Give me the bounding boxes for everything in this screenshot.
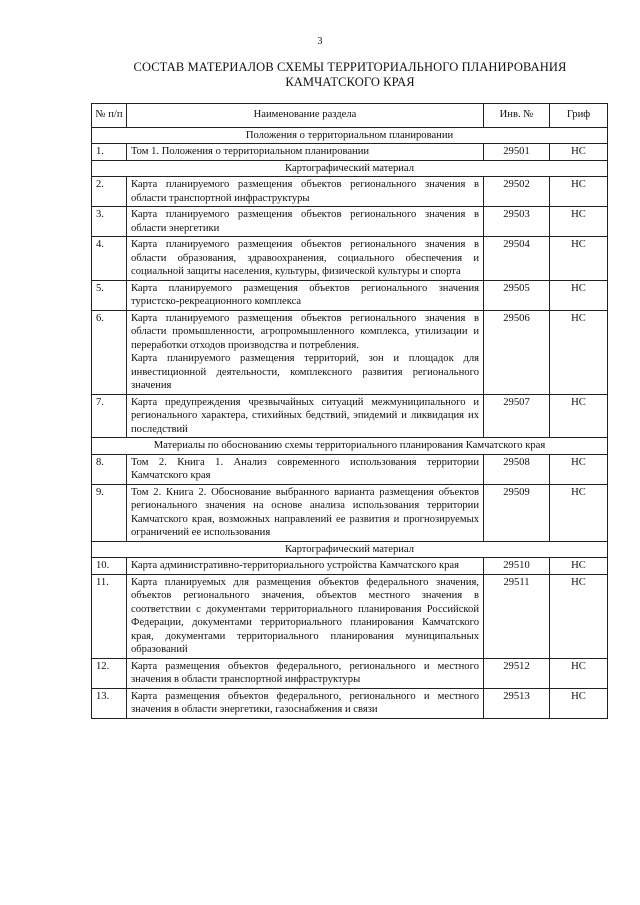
row-number: 10. <box>92 558 127 575</box>
section-name-paragraph: Том 2. Книга 2. Обоснование выбранного варианта размещения объектов регионального значения на основе анализа использования территории Камчатского края, возможных направлений ее развития и прогнозируемых ограничений ее использования <box>131 486 479 538</box>
table-row <box>92 484 608 541</box>
section-name <box>127 310 484 394</box>
section-title: Картографический материал <box>92 541 608 558</box>
section-name-paragraph: Карта планируемого размещения объектов регионального значения в области промышленности, агропромышленного комплекса, утилизации и переработки отходов производства и потребления. <box>131 312 479 351</box>
inventory-number: 29506 <box>484 310 550 394</box>
classification-stamp: НС <box>550 574 608 658</box>
section-name <box>127 207 484 237</box>
table-body <box>92 127 608 718</box>
page-number: 3 <box>317 36 323 47</box>
table-row <box>92 574 608 658</box>
row-number: 4. <box>92 237 127 281</box>
table-row <box>92 144 608 161</box>
materials-table <box>91 103 608 719</box>
section-name-paragraph: Карта предупреждения чрезвычайных ситуаций межмуниципального и регионального характера, стихийных бедствий, эпидемий и ликвидация их последствий <box>131 396 479 435</box>
section-name <box>127 454 484 484</box>
section-name-paragraph: Карта планируемого размещения объектов регионального значения в области энергетики <box>131 209 479 234</box>
classification-stamp: НС <box>550 394 608 438</box>
inventory-number: 29507 <box>484 394 550 438</box>
header-num: № п/п <box>92 104 127 128</box>
classification-stamp: НС <box>550 484 608 541</box>
inventory-number: 29512 <box>484 658 550 688</box>
row-number: 3. <box>92 207 127 237</box>
section-name-paragraph: Карта размещения объектов федерального, регионального и местного значения в области энергетики, газоснабжения и связи <box>131 690 479 715</box>
inventory-number: 29505 <box>484 280 550 310</box>
inventory-number: 29509 <box>484 484 550 541</box>
section-name <box>127 658 484 688</box>
classification-stamp: НС <box>550 558 608 575</box>
section-row <box>92 160 608 177</box>
section-name-paragraph: Карта планируемого размещения объектов регионального значения туристско-рекреационного комплекса <box>131 282 479 307</box>
section-name-paragraph: Карта планируемого размещения объектов регионального значения в области образования, здравоохранения, социального обеспечения и социальной защиты населения, культуры, физической культуры и спорта <box>131 239 479 277</box>
inventory-number: 29504 <box>484 237 550 281</box>
row-number: 5. <box>92 280 127 310</box>
table-header-row <box>92 104 608 128</box>
row-number: 8. <box>92 454 127 484</box>
section-name <box>127 177 484 207</box>
table-row <box>92 454 608 484</box>
table-row <box>92 207 608 237</box>
table-row <box>92 177 608 207</box>
section-name-paragraph: Том 1. Положения о территориальном планировании <box>131 146 370 157</box>
table-row <box>92 310 608 394</box>
section-title: Положения о территориальном планировании <box>92 127 608 144</box>
classification-stamp: НС <box>550 310 608 394</box>
section-name <box>127 280 484 310</box>
inventory-number: 29503 <box>484 207 550 237</box>
inventory-number: 29513 <box>484 688 550 718</box>
header-grif: Гриф <box>550 104 608 128</box>
section-name-paragraph: Карта планируемых для размещения объектов федерального значения, объектов регионального значения, объектов местного значения в соответствии с документами территориального планирования Российской Федерации, документами территориального планирования Камчатского края, документами территориального планирования муниципальных образований <box>131 576 479 655</box>
header-inv: Инв. № <box>484 104 550 128</box>
inventory-number: 29508 <box>484 454 550 484</box>
table-row <box>92 558 608 575</box>
inventory-number: 29510 <box>484 558 550 575</box>
row-number: 13. <box>92 688 127 718</box>
section-name <box>127 558 484 575</box>
document-title <box>60 60 640 90</box>
section-name <box>127 688 484 718</box>
table-row <box>92 237 608 281</box>
section-name-paragraph: Том 2. Книга 1. Анализ современного использования территории Камчатского края <box>131 456 479 481</box>
row-number: 11. <box>92 574 127 658</box>
section-row <box>92 438 608 455</box>
table-row <box>92 280 608 310</box>
classification-stamp: НС <box>550 144 608 161</box>
classification-stamp: НС <box>550 454 608 484</box>
table-row <box>92 394 608 438</box>
classification-stamp: НС <box>550 237 608 281</box>
section-name <box>127 574 484 658</box>
section-row <box>92 541 608 558</box>
section-name <box>127 144 484 161</box>
row-number: 2. <box>92 177 127 207</box>
inventory-number: 29501 <box>484 144 550 161</box>
section-name <box>127 394 484 438</box>
section-name <box>127 237 484 281</box>
row-number: 12. <box>92 658 127 688</box>
header-name: Наименование раздела <box>127 104 484 128</box>
classification-stamp: НС <box>550 658 608 688</box>
inventory-number: 29502 <box>484 177 550 207</box>
classification-stamp: НС <box>550 688 608 718</box>
row-number: 1. <box>92 144 127 161</box>
inventory-number: 29511 <box>484 574 550 658</box>
row-number: 6. <box>92 310 127 394</box>
table-row <box>92 688 608 718</box>
classification-stamp: НС <box>550 207 608 237</box>
section-name <box>127 484 484 541</box>
title-line-1: СОСТАВ МАТЕРИАЛОВ СХЕМЫ ТЕРРИТОРИАЛЬНОГО ПЛАНИРОВАНИЯ <box>133 60 567 74</box>
section-title: Картографический материал <box>92 160 608 177</box>
section-name-paragraph: Карта административно-территориального устройства Камчатского края <box>131 560 459 571</box>
table-row <box>92 658 608 688</box>
classification-stamp: НС <box>550 177 608 207</box>
section-name-paragraph: Карта планируемого размещения территорий, зон и площадок для инвестиционной деятельности, комплексного развития регионального значения <box>131 353 479 391</box>
classification-stamp: НС <box>550 280 608 310</box>
section-name-paragraph: Карта планируемого размещения объектов регионального значения в области транспортной инфраструктуры <box>131 179 479 204</box>
section-title: Материалы по обоснованию схемы территориального планирования Камчатского края <box>92 438 608 455</box>
title-line-2: КАМЧАТСКОГО КРАЯ <box>285 75 415 89</box>
row-number: 7. <box>92 394 127 438</box>
section-row <box>92 127 608 144</box>
row-number: 9. <box>92 484 127 541</box>
section-name-paragraph: Карта размещения объектов федерального, регионального и местного значения в области транспортной инфраструктуры <box>131 660 479 685</box>
